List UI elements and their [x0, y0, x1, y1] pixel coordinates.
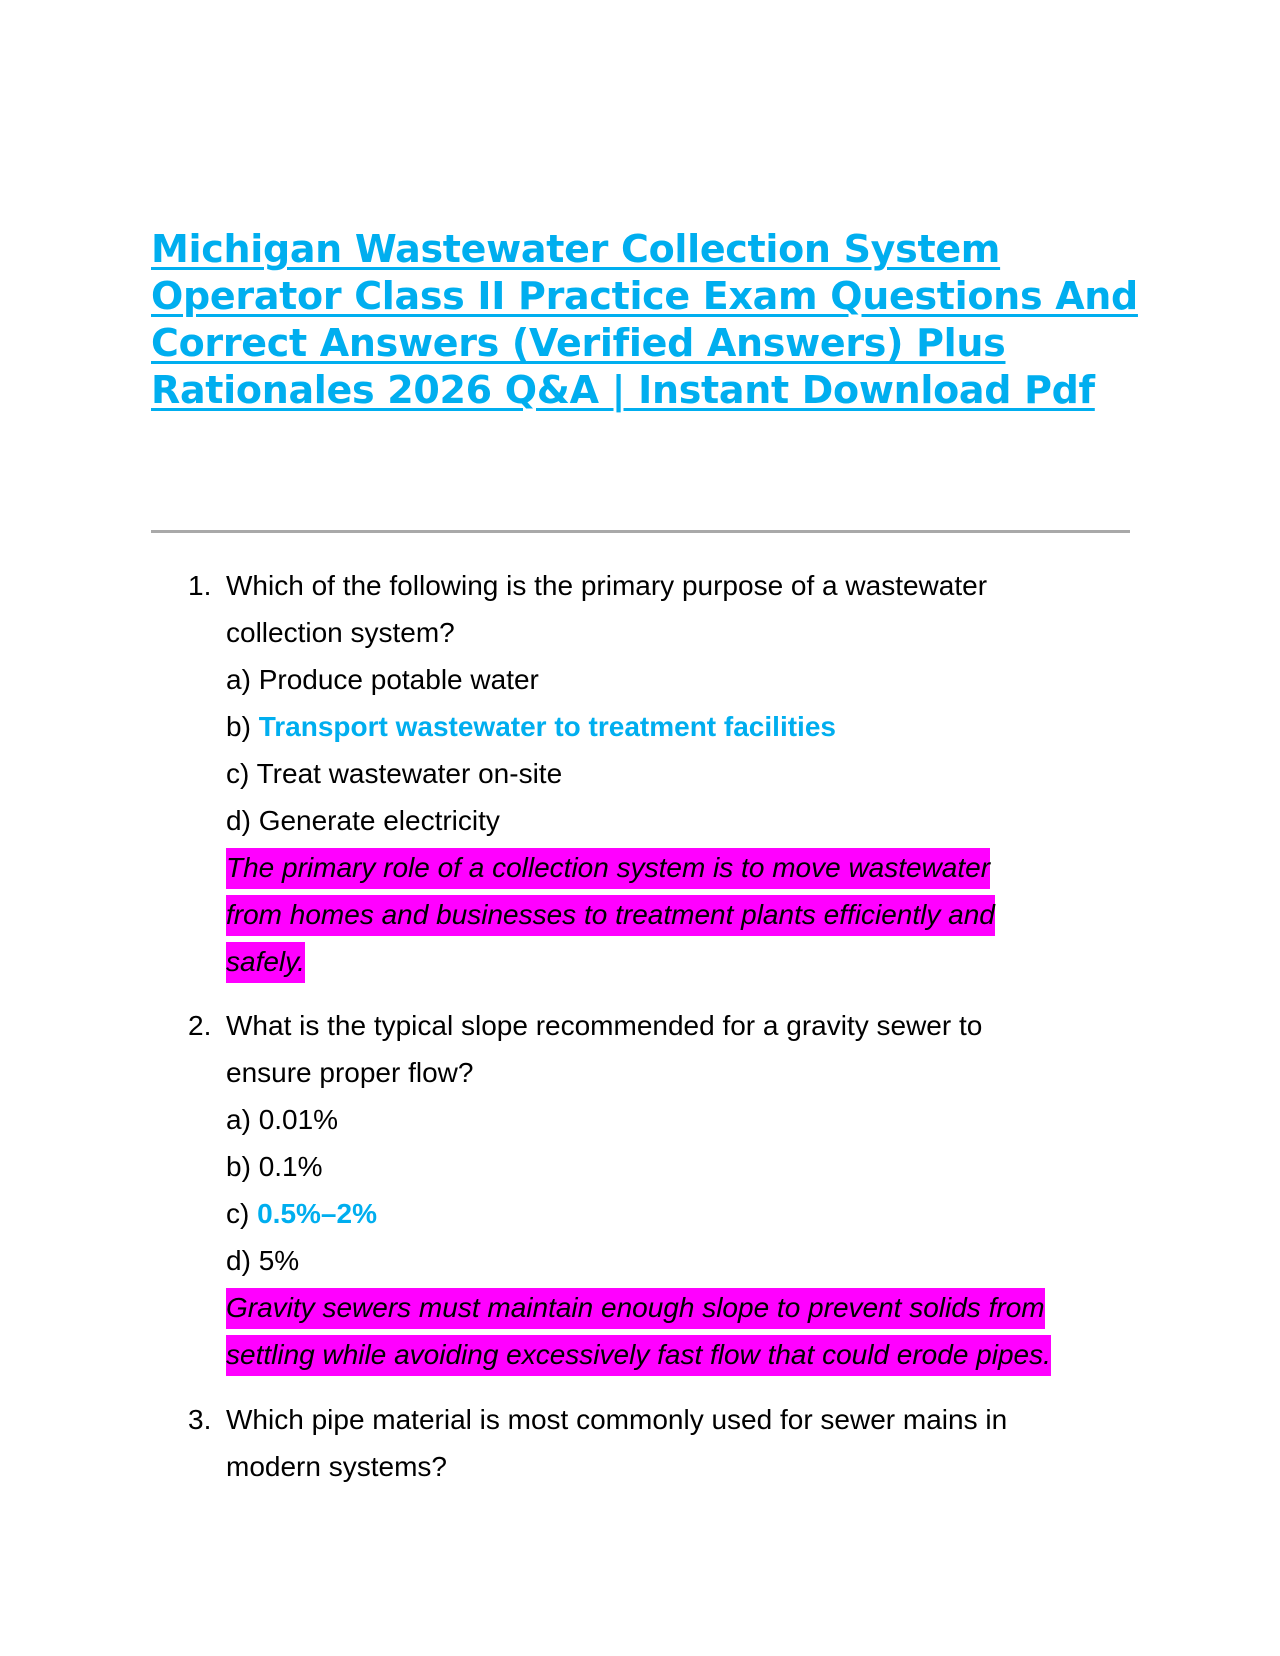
option-letter: c) [226, 758, 250, 789]
option-d [226, 797, 1126, 844]
question-text-line: modern systems? [226, 1451, 447, 1482]
option-letter: d) [226, 1245, 251, 1276]
option-b [226, 703, 1126, 750]
option-text: 0.01% [258, 1104, 339, 1135]
correct-answer-text: 0.5%–2% [257, 1198, 377, 1229]
option-d [226, 1237, 1126, 1284]
question-text-line: ensure proper flow? [226, 1057, 474, 1088]
correct-answer-text: Transport wastewater to treatment facilities [258, 711, 836, 742]
option-letter: c) [226, 1198, 250, 1229]
option-letter: a) [226, 1104, 251, 1135]
question-number: 3. [188, 1404, 212, 1435]
option-a [226, 656, 1126, 703]
rationale [226, 844, 1126, 985]
title-line[interactable]: Operator Class II Practice Exam Questions And [151, 274, 1138, 318]
title-line[interactable]: Rationales 2026 Q&A | Instant Download Pdf [151, 368, 1095, 412]
question-body [226, 1002, 1126, 1378]
option-b [226, 1143, 1126, 1190]
question-text-line: Which of the following is the primary purpose of a wastewater [226, 570, 988, 601]
option-text: Treat wastewater on-site [256, 758, 563, 789]
option-letter: d) [226, 805, 251, 836]
rationale [226, 1284, 1126, 1378]
document-title[interactable] [151, 214, 1138, 412]
question-number: 1. [188, 570, 212, 601]
title-line[interactable]: Michigan Wastewater Collection System [151, 227, 1001, 271]
question-text-line: collection system? [226, 617, 455, 648]
option-text: Produce potable water [258, 664, 539, 695]
option-text: 5% [258, 1245, 300, 1276]
question-body [226, 562, 1126, 985]
horizontal-divider [151, 530, 1130, 533]
rationale-line: safely. [226, 942, 305, 983]
option-letter: b) [226, 1151, 251, 1182]
option-a [226, 1096, 1126, 1143]
option-text: 0.1% [258, 1151, 323, 1182]
question-text-line: Which pipe material is most commonly used for sewer mains in [226, 1404, 1008, 1435]
rationale-line: settling while avoiding excessively fast flow that could erode pipes. [226, 1335, 1051, 1376]
option-letter: a) [226, 664, 251, 695]
rationale-line: from homes and businesses to treatment plants efficiently and [226, 895, 995, 936]
option-c [226, 1190, 1126, 1237]
rationale-line: Gravity sewers must maintain enough slope to prevent solids from [226, 1288, 1045, 1329]
rationale-line: The primary role of a collection system is to move wastewater [226, 848, 990, 889]
option-text: Generate electricity [258, 805, 500, 836]
question-text-line: What is the typical slope recommended for a gravity sewer to [226, 1010, 983, 1041]
option-letter: b) [226, 711, 251, 742]
question-body [226, 1396, 1126, 1490]
option-c [226, 750, 1126, 797]
question-number: 2. [188, 1010, 212, 1041]
title-line[interactable]: Correct Answers (Verified Answers) Plus [151, 321, 1006, 365]
